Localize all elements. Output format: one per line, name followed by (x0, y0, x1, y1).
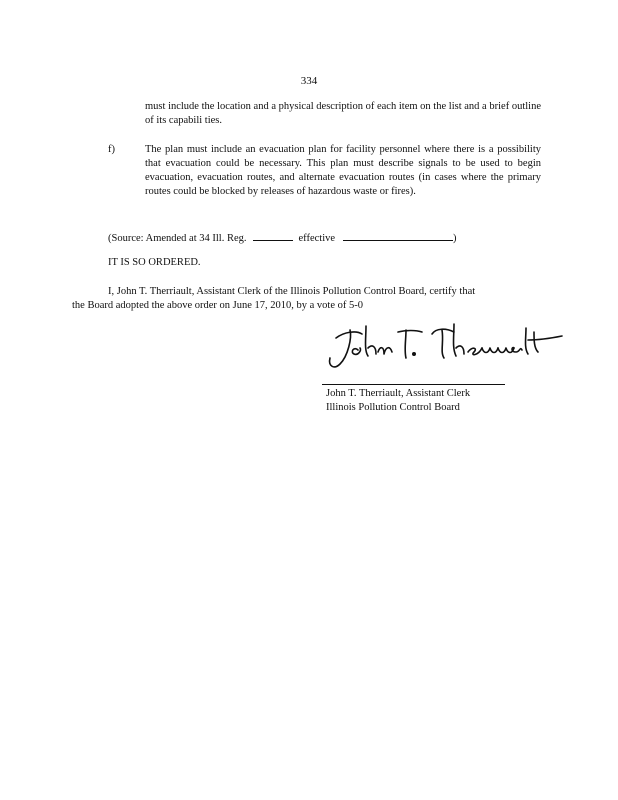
certification-paragraph (72, 285, 532, 313)
source-effective: effective (298, 233, 336, 244)
signatory-name: John T. Therriault, Assistant Clerk (326, 388, 471, 399)
ordered-statement: IT IS SO ORDERED. (108, 257, 201, 268)
item-f-label: f) (108, 144, 115, 155)
source-prefix: (Source: Amended at 34 Ill. Reg. (108, 233, 247, 244)
certification-line-2: the Board adopted the above order on June 17, 2010, by a vote of 5-0 (72, 300, 364, 311)
certification-line-1: I, John T. Therriault, Assistant Clerk of the Illinois Pollution Control Board, certify that (108, 286, 476, 297)
source-blank-effective (343, 229, 453, 241)
source-line (108, 229, 457, 246)
source-suffix: ) (453, 233, 457, 244)
page-number: 334 (300, 75, 318, 87)
signatory-organization: Illinois Pollution Control Board (326, 402, 460, 413)
item-f-text: The plan must include an evacuation plan for facility personnel where there is a possibility that evacuation could be necessary. This plan must describe signals to be used to begin evacuation, evacuation routes, and alternate evacuation routes (in cases where the primary routes could be blocked by releases of hazardous waste or fires). (145, 144, 541, 197)
source-blank-reg (253, 229, 293, 241)
handwritten-signature (322, 318, 567, 378)
continuation-paragraph: must include the location and a physical description of each item on the list and a brief outline of its capabili ties. (145, 101, 541, 126)
signature-line (322, 384, 505, 385)
